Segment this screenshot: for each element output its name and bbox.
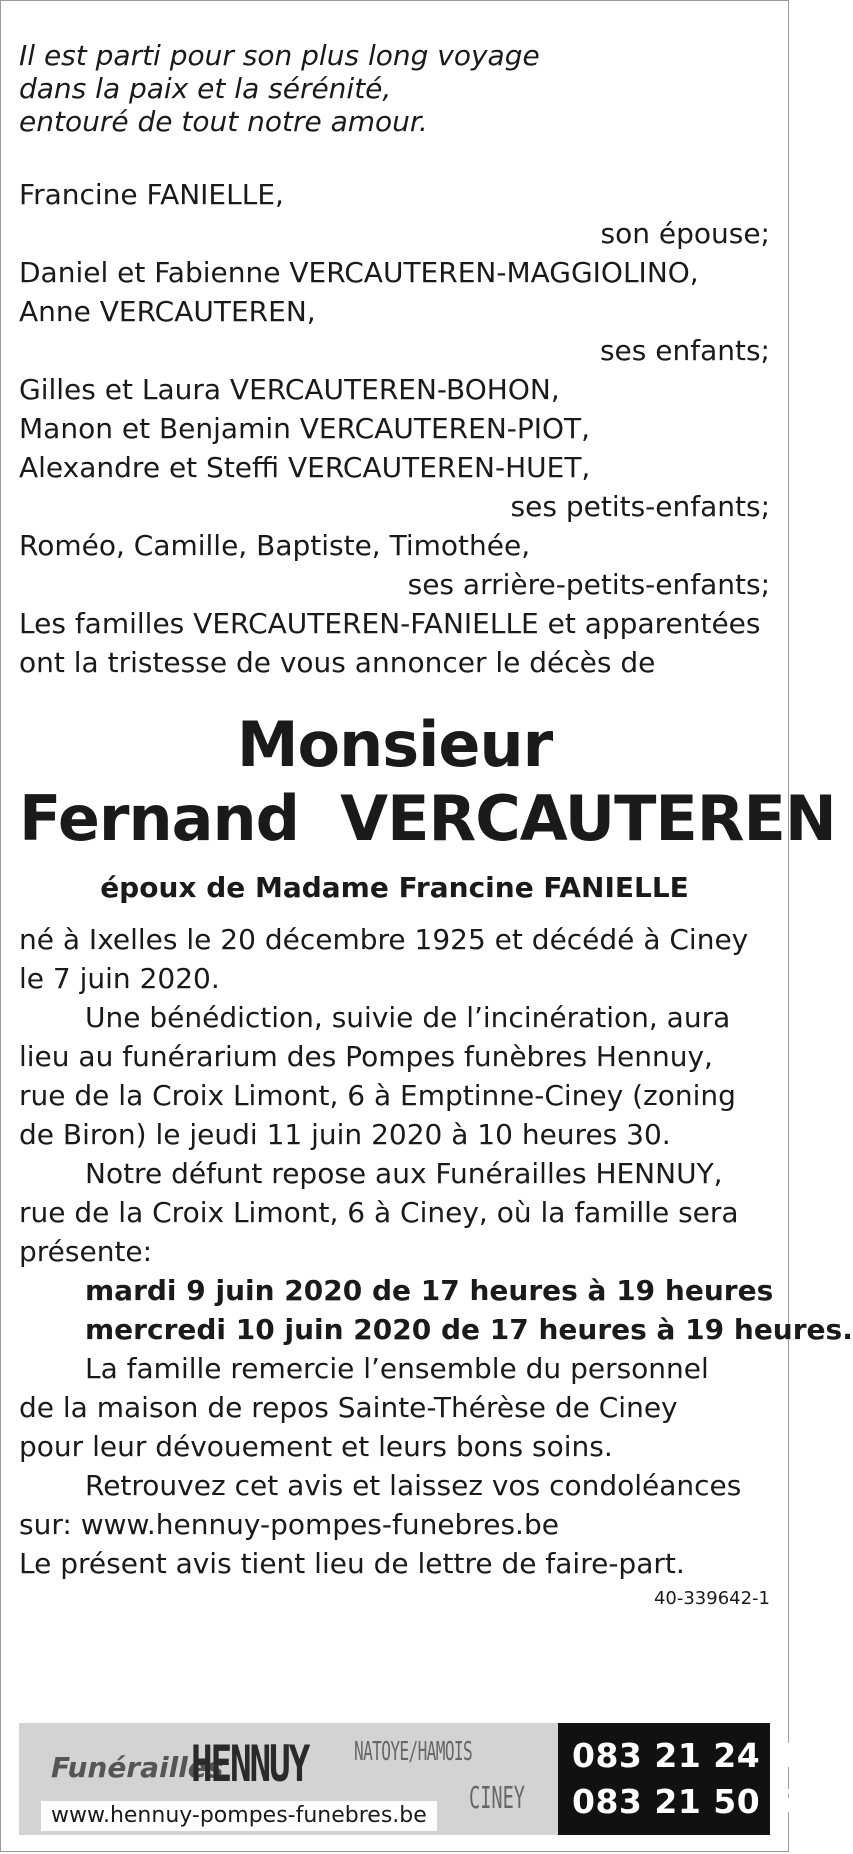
ceremony-line: lieu au funérarium des Pompes funèbres Hennuy, — [19, 1040, 713, 1073]
phone-number: 083 21 50 50 — [572, 1782, 820, 1821]
verse-line: Il est parti pour son plus long voyage — [19, 39, 540, 72]
verse-line: entouré de tout notre amour. — [19, 105, 428, 138]
ceremony-line: de Biron) le jeudi 11 juin 2020 à 10 heures 30. — [19, 1118, 671, 1151]
reference-number: 40-339642-1 — [653, 1588, 770, 1609]
announce-line: ont la tristesse de vous annoncer le décès de — [19, 646, 656, 679]
phone-number: 083 21 24 47 — [572, 1736, 820, 1775]
repose-line: présente: — [19, 1235, 153, 1268]
funeral-home-logo-area — [19, 1723, 558, 1835]
funeral-home-website: www.hennuy-pompes-funebres.be — [41, 1801, 437, 1831]
deceased-spouse: époux de Madame Francine FANIELLE — [100, 871, 689, 904]
ceremony-line: Une bénédiction, suivie de l’incinération, aura — [85, 1001, 731, 1034]
great-grandchildren-role: ses arrière-petits-enfants; — [407, 568, 770, 601]
verse-line: dans la paix et la sérénité, — [19, 72, 392, 105]
funeral-home-banner — [19, 1723, 820, 1835]
repose-line: rue de la Croix Limont, 6 à Ciney, où la famille sera — [19, 1196, 739, 1229]
birth-line: le 7 juin 2020. — [19, 962, 220, 995]
children-role: ses enfants; — [599, 334, 770, 367]
family-list — [19, 175, 770, 682]
spouse-name: Francine FANIELLE, — [19, 178, 284, 211]
spouse-role: son épouse; — [600, 217, 770, 250]
families-line: Les familles VERCAUTEREN-FANIELLE et apparentées — [19, 607, 761, 640]
brand-location-2: CINEY — [469, 1781, 525, 1816]
grandchild-name: Gilles et Laura VERCAUTEREN-BOHON, — [19, 373, 560, 406]
deceased-title: Monsieur — [236, 708, 553, 781]
grandchild-name: Manon et Benjamin VERCAUTEREN-PIOT, — [19, 412, 591, 445]
condolences-line: sur: www.hennuy-pompes-funebres.be — [19, 1508, 559, 1541]
ceremony-line: rue de la Croix Limont, 6 à Emptinne-Ciney (zoning — [19, 1079, 736, 1112]
thanks-line: pour leur dévouement et leurs bons soins. — [19, 1430, 613, 1463]
grandchildren-role: ses petits-enfants; — [510, 490, 770, 523]
phone-panel — [558, 1723, 820, 1835]
grandchild-name: Alexandre et Steffi VERCAUTEREN-HUET, — [19, 451, 591, 484]
notice-statement: Le présent avis tient lieu de lettre de faire-part. — [19, 1547, 685, 1580]
deceased-name — [19, 782, 836, 856]
visit-line: mercredi 10 juin 2020 de 17 heures à 19 heures. — [85, 1313, 853, 1346]
brand-location-1: NATOYE/HAMOIS — [354, 1737, 473, 1767]
notice-body — [19, 920, 853, 1611]
visit-line: mardi 9 juin 2020 de 17 heures à 19 heures — [85, 1274, 774, 1307]
deceased-name-text: Fernand VERCAUTEREN — [19, 782, 836, 855]
thanks-line: de la maison de repos Sainte-Thérèse de Ciney — [19, 1391, 678, 1424]
birth-line: né à Ixelles le 20 décembre 1925 et décédé à Ciney — [19, 923, 749, 956]
repose-line: Notre défunt repose aux Funérailles HENNUY, — [85, 1157, 723, 1190]
condolences-line: Retrouvez cet avis et laissez vos condoléances — [85, 1469, 742, 1502]
opening-verse — [19, 39, 770, 138]
great-grandchildren-names: Roméo, Camille, Baptiste, Timothée, — [19, 529, 531, 562]
thanks-line: La famille remercie l’ensemble du personnel — [85, 1352, 709, 1385]
child-name: Daniel et Fabienne VERCAUTEREN-MAGGIOLINO, — [19, 256, 699, 289]
visit-schedule — [19, 1271, 853, 1349]
brand-prefix: Funérailles — [51, 1751, 224, 1784]
brand-name: HENNUY — [191, 1735, 309, 1793]
child-name: Anne VERCAUTEREN, — [19, 295, 316, 328]
